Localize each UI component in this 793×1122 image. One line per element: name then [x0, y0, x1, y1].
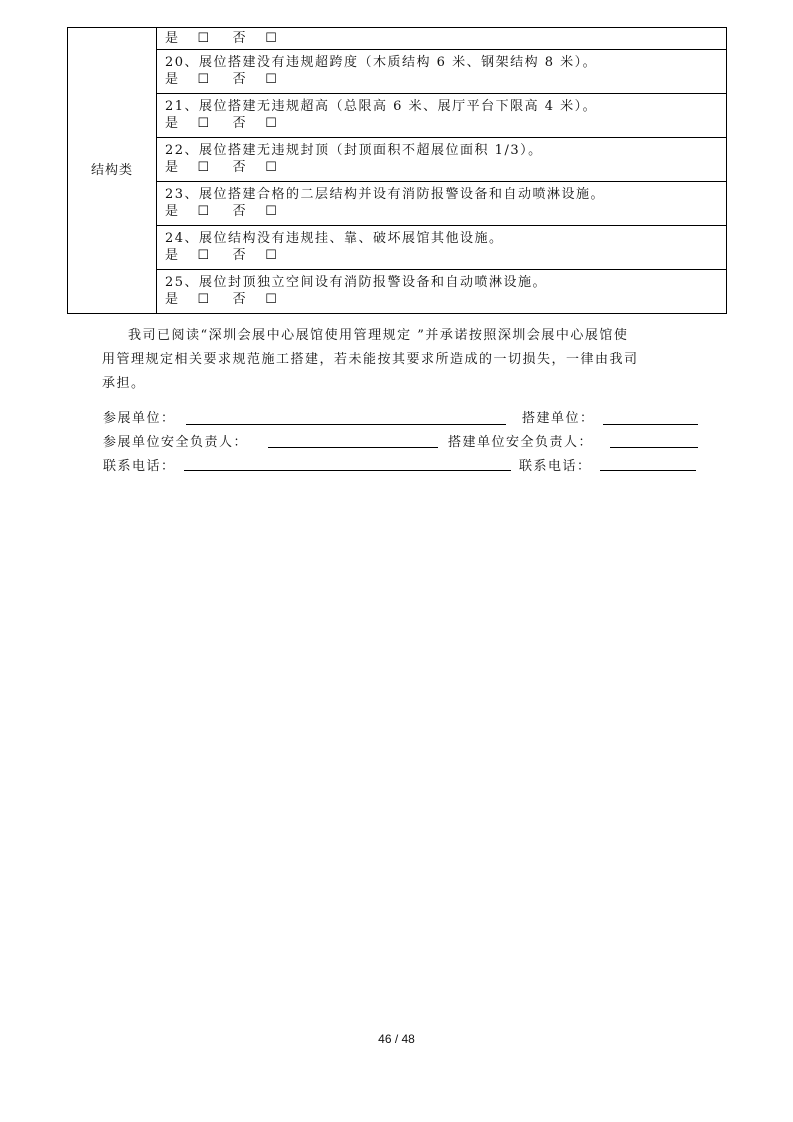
table-row [68, 50, 727, 94]
item-text: 25、展位封顶独立空间设有消防报警设备和自动喷淋设施。 [165, 275, 548, 290]
item-text: 23、展位搭建合格的二层结构并设有消防报警设备和自动喷淋设施。 [165, 187, 606, 202]
table-row [68, 226, 727, 270]
exhibitor-unit-label: 参展单位： [103, 411, 176, 426]
exhibitor-safety-field[interactable] [268, 447, 438, 448]
statement-line: 我司已阅读“深圳会展中心展馆使用管理规定 ”并承诺按照深圳会展中心展馆使 [128, 328, 629, 343]
yes-checkbox[interactable]: ☐ [197, 292, 211, 307]
checklist-item-19-options [157, 28, 727, 50]
item-text: 20、展位搭建没有违规超跨度（木质结构 6 米、钢架结构 8 米）。 [165, 55, 598, 70]
yes-checkbox[interactable]: ☐ [197, 248, 211, 263]
builder-unit-field[interactable] [603, 424, 698, 425]
exhibitor-phone-field[interactable] [184, 470, 511, 471]
yes-checkbox[interactable]: ☐ [197, 116, 211, 131]
no-label: 否 [232, 31, 248, 46]
table-row [68, 28, 727, 50]
statement-line: 用管理规定相关要求规范施工搭建，若未能按其要求所造成的一切损失，一律由我司 [102, 352, 639, 367]
no-label: 否 [232, 116, 248, 131]
no-label: 否 [232, 292, 248, 307]
no-checkbox[interactable]: ☐ [265, 31, 279, 46]
no-label: 否 [232, 72, 248, 87]
yes-label: 是 [165, 292, 180, 307]
phone-label: 联系电话： [519, 459, 592, 474]
checklist-item-20 [157, 50, 727, 94]
phone-label: 联系电话： [103, 459, 176, 474]
builder-safety-label: 搭建单位安全负责人： [448, 435, 594, 450]
yes-label: 是 [165, 248, 180, 263]
yes-checkbox[interactable]: ☐ [197, 31, 211, 46]
builder-safety-field[interactable] [610, 447, 698, 448]
no-label: 否 [232, 204, 248, 219]
checklist-item-25 [157, 270, 727, 314]
yes-label: 是 [165, 116, 180, 131]
checklist-item-22 [157, 138, 727, 182]
yes-checkbox[interactable]: ☐ [197, 204, 211, 219]
yes-label: 是 [165, 72, 180, 87]
no-checkbox[interactable]: ☐ [265, 204, 279, 219]
item-text: 24、展位结构没有违规挂、靠、破坏展馆其他设施。 [165, 231, 504, 246]
item-text: 22、展位搭建无违规封顶（封顶面积不超展位面积 1/3）。 [165, 143, 543, 158]
no-checkbox[interactable]: ☐ [265, 72, 279, 87]
no-checkbox[interactable]: ☐ [265, 160, 279, 175]
builder-phone-field[interactable] [600, 470, 696, 471]
table-row [68, 94, 727, 138]
yes-checkbox[interactable]: ☐ [197, 72, 211, 87]
no-label: 否 [232, 248, 248, 263]
category-cell: 结构类 [68, 28, 157, 314]
exhibitor-safety-label: 参展单位安全负责人： [103, 435, 249, 450]
yes-label: 是 [165, 31, 180, 46]
no-checkbox[interactable]: ☐ [265, 116, 279, 131]
exhibitor-unit-field[interactable] [186, 424, 506, 425]
table-row [68, 138, 727, 182]
table-row [68, 270, 727, 314]
no-label: 否 [232, 160, 248, 175]
table-row [68, 182, 727, 226]
no-checkbox[interactable]: ☐ [265, 292, 279, 307]
checklist-table [67, 27, 727, 314]
builder-unit-label: 搭建单位： [522, 411, 595, 426]
page-number: 46 / 48 [378, 1032, 415, 1046]
no-checkbox[interactable]: ☐ [265, 248, 279, 263]
yes-label: 是 [165, 204, 180, 219]
item-text: 21、展位搭建无违规超高（总限高 6 米、展厅平台下限高 4 米）。 [165, 99, 598, 114]
checklist-item-21 [157, 94, 727, 138]
commitment-statement [102, 324, 702, 396]
yes-checkbox[interactable]: ☐ [197, 160, 211, 175]
checklist-item-23 [157, 182, 727, 226]
statement-line: 承担。 [102, 376, 146, 391]
yes-label: 是 [165, 160, 180, 175]
checklist-item-24 [157, 226, 727, 270]
